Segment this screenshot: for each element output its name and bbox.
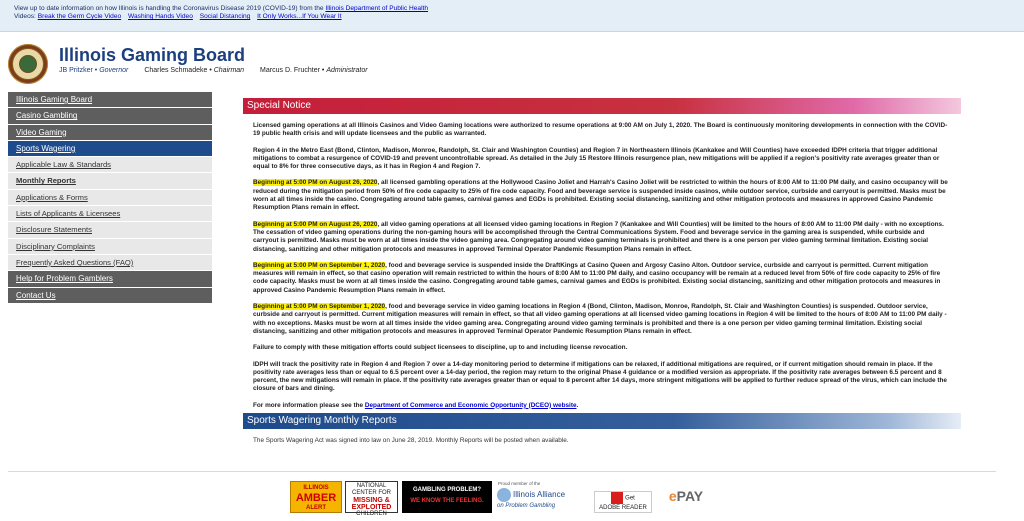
- adobe-icon: [611, 492, 623, 504]
- sidebar-item-illinois-gaming-board[interactable]: Illinois Gaming Board: [8, 92, 212, 108]
- officials-line: [59, 67, 382, 74]
- date-highlight: Beginning at 5:00 PM on August 26, 2020: [253, 179, 378, 187]
- date-highlight: Beginning at 5:00 PM on September 1, 2020: [253, 261, 386, 269]
- video-link-germ-cycle[interactable]: Break the Germ Cycle Video: [37, 13, 122, 20]
- sidebar-item-casino-gambling[interactable]: Casino Gambling: [8, 108, 212, 124]
- sidebar-item-sports-wagering[interactable]: Sports Wagering: [8, 141, 212, 157]
- notice-paragraph: Beginning at 5:00 PM on September 1, 2020, food and beverage service in video gaming locations in Region 4 (Bond, Clinton, Madison, Monroe, Randolph, St. Clair and Washington Counties) is suspended. Outdoor service, curbside and carryout is permitted. Current mitigation measures will remain in effect, so that all video gaming operations at all licensed video gaming locations in Region 4 will be limited to the hours of 8:00 AM to 11:00 PM daily - with no exceptions. Masks must be worn at all times inside the video gaming area. Congregating around video gaming terminals is prohibited and there is a one person per video gaming terminal limitation. Existing social distancing, sanitizing and other mitigation protocols and measures in approved Terminal Operator Pandemic Resumption Plans remain in effect.: [253, 303, 947, 335]
- more-info-line: For more information please see the Department of Commerce and Economic Opportunity (DCEO) website.: [253, 401, 579, 409]
- sidebar-item-disclosure-statements[interactable]: Disclosure Statements: [8, 222, 212, 238]
- alliance-icon: [497, 488, 511, 502]
- alliance-member-label: Proud member of the: [498, 481, 541, 486]
- notice-paragraph: Beginning at 5:00 PM on August 26, 2020, all video gaming operations at all licensed video gaming locations in Region 7 (Kankakee and Will Counties) will be limited to the hours of 8:00 AM to 11:00 PM daily - with no exceptions. The cessation of video gaming operations during the non-gaming hours will be accomplished through the Central Communications System. Food and beverage service in the gaming area is suspended, while curbside and carryout is permitted. Masks must be worn at all times inside the video gaming area. Congregating around video gaming terminals is prohibited and there is a one person per video gaming terminal limitation. Existing social distancing, sanitizing and other mitigation protocols and measures in approved Terminal Operator Pandemic Resumption Plans remain in effect.: [253, 220, 944, 253]
- banner-text: View up to date information on how Illinois is handling the Coronavirus Disease 2019 (COVID-19) from the: [14, 5, 324, 12]
- video-link-social-distancing[interactable]: Social Distancing: [199, 13, 251, 20]
- date-highlight: Beginning at 5:00 PM on August 26, 2020: [253, 220, 378, 228]
- notice-paragraph: IDPH will track the positivity rate in Region 4 and Region 7 over a 14-day monitoring period to determine if mitigations can be relaxed, if additional mitigations are required, or if current mitigation should remain in place. If the positivity rate averages less than or equal to 6.5 percent over a 14-day period, the region may return to the original Phase 4 guidance or a modified version as appropriate. If the positivity rate averages between 6.5 percent and 8 percent, the new mitigations will remain in place. If the positivity rate averages greater than or equal to 8 percent after 14 days, more stringent mitigations will be applied to further reduce spread of the virus, which can include the closure of bars and dining.: [253, 360, 947, 393]
- amber-alert-logo[interactable]: ILLINOIS AMBER ALERT: [290, 481, 342, 513]
- notice-paragraph: Failure to comply with these mitigation efforts could subject licensees to discipline, up to and including license revocation.: [253, 344, 628, 352]
- notice-paragraph: Beginning at 5:00 PM on September 1, 2020, food and beverage service is suspended inside the DraftKings at Casino Queen and Argosy Casino Alton. Outdoor service, curbside and carryout is permitted. Current mitigation measures will remain in effect, so that casino operation will remain restricted to within the hours of 8:00 AM to 11:00 PM daily, and casino occupancy will be remain at a reduced level from 50% of fire code capacity to 25% of fire code capacity. Masks must be worn at all times inside the casino. Congregating around table games, carnival games and EGDs is prohibited. Existing social distancing, sanitizing and other mitigation protocols and measures in approved Casino Pandemic Resumption Plans remain in effect.: [253, 261, 941, 294]
- gambling-problem-logo[interactable]: GAMBLING PROBLEM? WE KNOW THE FEELING.: [402, 481, 492, 513]
- covid-banner: [0, 0, 1024, 32]
- special-notice-heading: Special Notice: [243, 98, 961, 114]
- illinois-seal-logo[interactable]: [8, 44, 48, 84]
- sidebar-item-video-gaming[interactable]: Video Gaming: [8, 125, 212, 141]
- official-administrator: Marcus D. Fruchter • Administrator: [260, 67, 368, 74]
- video-link-wear-it[interactable]: It Only Works...If You Wear It: [257, 13, 342, 20]
- date-highlight: Beginning at 5:00 PM on September 1, 2020: [253, 303, 386, 311]
- official-governor: JB Pritzker • Governor: [59, 67, 129, 74]
- sidebar-item-faq[interactable]: Frequently Asked Questions (FAQ): [8, 255, 212, 271]
- monthly-reports-heading: Sports Wagering Monthly Reports: [243, 413, 961, 429]
- official-chairman: Charles Schmadeke • Chairman: [144, 67, 245, 74]
- banner-line-2: [14, 13, 1024, 21]
- special-notice-body: [243, 114, 961, 410]
- sidebar-item-contact-us[interactable]: Contact Us: [8, 288, 212, 304]
- banner-line-1: [14, 5, 1024, 13]
- adobe-reader-logo[interactable]: Get ADOBE READER: [594, 491, 652, 513]
- dceo-link[interactable]: Department of Commerce and Economic Opportunity (DCEO) website: [364, 401, 577, 409]
- notice-paragraph: Region 4 in the Metro East (Bond, Clinton, Madison, Monroe, Randolph, St. Clair and Washington Counties) and Region 7 in Northeastern Illinois (Kankakee and Will Counties) have exceeded IDPH criteria that trigger additional mitigations to combat a resurgence of COVID-19 and prevent uncontrollable spread. As detailed in the July 15 Restore Illinois resurgence plan, new mitigations will be applied if a region's positivity rate averages greater than or equal to 8% for three consecutive days, as it has in Region 4 and Region 7.: [253, 146, 940, 171]
- main-content: [243, 98, 961, 444]
- sidebar-item-applicable-law[interactable]: Applicable Law & Standards: [8, 157, 212, 173]
- sidebar-nav: [8, 92, 212, 304]
- footer-divider: [8, 471, 996, 472]
- monthly-reports-text: The Sports Wagering Act was signed into law on June 28, 2019. Monthly Reports will be posted when available.: [253, 437, 569, 445]
- videos-label: Videos:: [14, 13, 36, 20]
- sidebar-item-disciplinary-complaints[interactable]: Disciplinary Complaints: [8, 239, 212, 255]
- sidebar-item-monthly-reports[interactable]: Monthly Reports: [8, 173, 212, 189]
- missing-children-logo[interactable]: NATIONAL CENTER FOR MISSING & EXPLOITED CHILDREN: [345, 481, 398, 513]
- sidebar-item-problem-gamblers[interactable]: Help for Problem Gamblers: [8, 271, 212, 287]
- illinois-alliance-logo[interactable]: Illinois Alliance on Problem Gambling: [497, 488, 587, 512]
- epay-logo[interactable]: ePAY: [658, 481, 714, 513]
- sidebar-item-applications-forms[interactable]: Applications & Forms: [8, 190, 212, 206]
- notice-paragraph: Beginning at 5:00 PM on August 26, 2020, all licensed gambling operations at the Hollywood Casino Joliet and Harrah's Casino Joliet will be restricted to within the hours of 8:00 AM to 11:00 PM daily, and casino occupancy will be reduced during the mitigation period from 50% of fire code capacity to 25% of fire code capacity. Food and beverage service is suspended inside casinos, while outdoor service, curbside and carryout is permitted. Masks must be worn at all times inside the casino. Congregating around table games, carnival games and EGDs is prohibited. Existing social distancing, sanitizing and other mitigation protocols and measures in approved Casino Pandemic Resumption Plans remain in effect.: [253, 179, 948, 212]
- idph-link[interactable]: Illinois Department of Public Health: [325, 5, 429, 12]
- sidebar-item-lists-applicants[interactable]: Lists of Applicants & Licensees: [8, 206, 212, 222]
- video-link-washing-hands[interactable]: Washing Hands Video: [128, 13, 193, 20]
- site-header: [8, 40, 1008, 88]
- notice-paragraph: Licensed gaming operations at all Illinois Casinos and Video Gaming locations were authorized to resume operations at 9:00 AM on July 1, 2020. The Board is continuously monitoring developments in connection with the COVID-19 public health crisis and will update licensees and the public as warranted.: [253, 122, 948, 138]
- site-title[interactable]: Illinois Gaming Board: [59, 45, 246, 65]
- footer-logos: [290, 479, 720, 515]
